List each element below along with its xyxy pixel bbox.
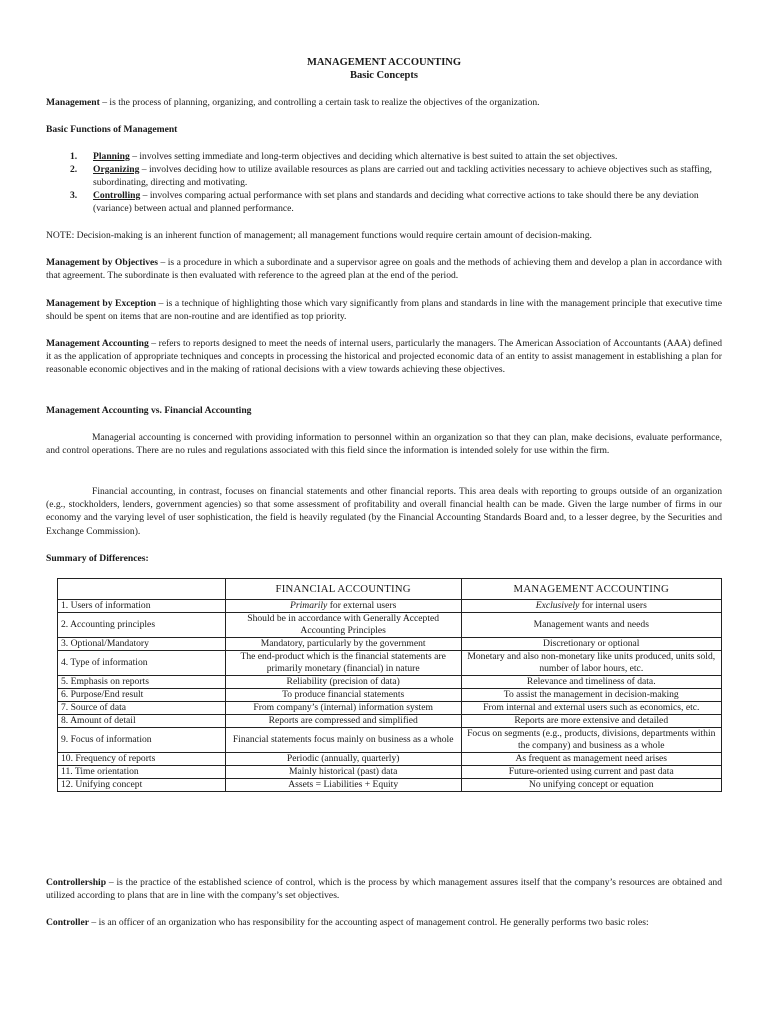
note-paragraph: NOTE: Decision-making is an inherent function of management; all management functions would require certain amount of decision-making.: [46, 230, 592, 241]
financial-cell: [225, 753, 461, 766]
management-cell: [461, 638, 721, 651]
cell-text: Focus on segments (e.g., products, divisions, departments within the company) and business as a whole: [467, 728, 716, 751]
controller-text: – is an officer of an organization who has responsibility for the accounting aspect of management control. He generally performs two basic roles:: [89, 917, 649, 928]
table-row: [58, 600, 722, 613]
row-label-cell: 4. Type of information: [58, 651, 226, 676]
cell-text: The end-product which is the financial statements are primarily monetary (financial) in nature: [240, 651, 446, 674]
controllership-text: – is the practice of the established science of control, which is the process by which management assures itself that the company’s resources are obtained and utilized according to plans that are in line with the company’s set objectives.: [46, 877, 722, 902]
cell-text: Reports are compressed and simplified: [268, 715, 418, 726]
financial-cell: [225, 651, 461, 676]
row-label-cell: 6. Purpose/End result: [58, 689, 226, 702]
financial-cell: [225, 779, 461, 792]
table-row: [58, 651, 722, 676]
cell-text: Periodic (annually, quarterly): [286, 753, 400, 764]
table-row: [58, 702, 722, 715]
management-cell: [461, 702, 721, 715]
list-number: 3.: [70, 190, 78, 201]
cell-text: Assets = Liabilities + Equity: [288, 779, 399, 790]
mbo-term: Management by Objectives: [46, 257, 159, 268]
cell-text: Financial statements focus mainly on business as a whole: [232, 734, 454, 745]
row-label-cell: 11. Time orientation: [58, 766, 226, 779]
row-label-cell: 5. Emphasis on reports: [58, 676, 226, 689]
table-row: [58, 779, 722, 792]
mbe-term: Management by Exception: [46, 298, 157, 309]
table-row: [58, 676, 722, 689]
controllership-term: Controllership: [46, 877, 107, 888]
basic-functions-heading: Basic Functions of Management: [46, 124, 178, 135]
mbo-text: – is a procedure in which a subordinate and a supervisor agree on goals and the methods of achieving them and develop a plan in accordance with that agreement. The subordinate is then evaluated with reference to the agreed plan at the end of the period.: [46, 257, 722, 282]
cell-text: As frequent as management need arises: [515, 753, 668, 764]
header-management: MANAGEMENT ACCOUNTING: [461, 579, 721, 600]
cell-text: Reports are more extensive and detailed: [514, 715, 669, 726]
cell-text: Mandatory, particularly by the government: [260, 638, 426, 649]
emphasis-text: Exclusively: [535, 600, 580, 611]
emphasis-text: Primarily: [290, 600, 328, 611]
cell-text: Should be in accordance with Generally Accepted Accounting Principles: [247, 613, 440, 636]
mbe-text: – is a technique of highlighting those which vary significantly from plans and standards in line with the management principle that executive time should be spent on items that are non-routine and are identified as top priority.: [46, 298, 722, 323]
ma-term: Management Accounting: [46, 338, 149, 349]
management-definition: [46, 96, 722, 109]
management-text: – is the process of planning, organizing, and controlling a certain task to realize the objectives of the organization.: [99, 97, 540, 108]
financial-cell: [225, 600, 461, 613]
table-row: [58, 728, 722, 753]
page-subtitle: Basic Concepts: [350, 70, 418, 81]
management-cell: [461, 753, 721, 766]
financial-cell: [225, 715, 461, 728]
row-label-cell: 1. Users of information: [58, 600, 226, 613]
managerial-paragraph: Managerial accounting is concerned with providing information to personnel within an organization so that they can plan, make decisions, evaluate performance, and control operations. There are no rules and regulations associated with this field since the information is intended solely for use within the firm.: [46, 432, 722, 457]
cell-text: Discretionary or optional: [543, 638, 640, 649]
row-label-cell: 7. Source of data: [58, 702, 226, 715]
cell-text: To assist the management in decision-making: [503, 689, 679, 700]
cell-text: Monetary and also non-monetary like units produced, units sold, number of labor hours, etc.: [467, 651, 716, 674]
financial-cell: [225, 728, 461, 753]
list-term: Controlling: [93, 190, 141, 201]
differences-table: [57, 578, 722, 792]
table-row: [58, 753, 722, 766]
controller-term: Controller: [46, 917, 89, 928]
table-row: [58, 638, 722, 651]
list-term: Organizing: [93, 164, 140, 175]
cell-text: Mainly historical (past) data: [288, 766, 398, 777]
management-cell: [461, 676, 721, 689]
management-cell: [461, 689, 721, 702]
table-row: [58, 613, 722, 638]
row-label-cell: 10. Frequency of reports: [58, 753, 226, 766]
cell-text: Future-oriented using current and past data: [508, 766, 674, 777]
table-header-row: [58, 579, 722, 600]
row-label-cell: 9. Focus of information: [58, 728, 226, 753]
financial-cell: [225, 702, 461, 715]
table-row: [58, 715, 722, 728]
financial-cell: [225, 638, 461, 651]
ma-text: – refers to reports designed to meet the needs of internal users, particularly the managers. The American Association of Accountants (AAA) defined it as the application of appropriate techniques and concepts in processing the historical and projected economic data of an entity to assist management in establishing a plan for reasonable economic objectives and in the making of rational decisions with a view towards achieving these objectives.: [46, 338, 723, 376]
list-term: Planning: [93, 151, 130, 162]
cell-text: From company’s (internal) information system: [253, 702, 433, 713]
cell-text: Management wants and needs: [533, 619, 649, 630]
controller-definition: [46, 916, 722, 929]
management-cell: [461, 613, 721, 638]
row-label-cell: 3. Optional/Mandatory: [58, 638, 226, 651]
header-blank-cell: [58, 579, 226, 600]
page-title: MANAGEMENT ACCOUNTING: [306, 57, 462, 68]
controllership-definition: [46, 876, 722, 902]
list-text: – involves comparing actual performance with set plans and standards and deciding what corrective actions to take should there be any deviation (variance) between actual and planned performance.: [93, 190, 699, 215]
financial-cell: [225, 613, 461, 638]
list-text: – involves deciding how to utilize available resources as plans are carried out and tackling activities necessary to achieve objectives such as staffing, subordinating, directing and motivating.: [93, 164, 712, 189]
management-cell: [461, 651, 721, 676]
management-term: Management: [46, 97, 100, 108]
cell-text: for internal users: [579, 600, 647, 611]
row-label-cell: 12. Unifying concept: [58, 779, 226, 792]
list-number: 2.: [70, 164, 78, 175]
summary-heading: Summary of Differences:: [46, 553, 149, 564]
financial-cell: [225, 676, 461, 689]
table-row: [58, 689, 722, 702]
ma-definition: [46, 337, 722, 377]
management-cell: [461, 779, 721, 792]
cell-text: Reliability (precision of data): [286, 676, 400, 687]
mbo-definition: [46, 256, 722, 282]
cell-text: for external users: [327, 600, 397, 611]
list-text: – involves setting immediate and long-term objectives and deciding which alternative is best suited to attain the set objectives.: [129, 151, 618, 162]
cell-text: Relevance and timeliness of data.: [526, 676, 656, 687]
vs-heading: Management Accounting vs. Financial Accounting: [46, 405, 252, 416]
cell-text: From internal and external users such as economics, etc.: [483, 702, 700, 713]
row-label-cell: 8. Amount of detail: [58, 715, 226, 728]
cell-text: No unifying concept or equation: [528, 779, 654, 790]
management-cell: [461, 715, 721, 728]
cell-text: To produce financial statements: [282, 689, 405, 700]
financial-cell: [225, 689, 461, 702]
financial-paragraph: Financial accounting, in contrast, focuses on financial statements and other financial reports. This area deals with reporting to groups outside of an organization (e.g., stockholders, lenders, government agencies) so that some assessment of profitability and overall financial health can be made. Given the large number of firms in our economy and the varying level of user sophistication, the field is heavily regulated (by the Financial Accounting Standards Board and, to a lesser degree, by the Securities and Exchange Commission).: [46, 486, 722, 537]
list-number: 1.: [70, 151, 78, 162]
financial-cell: [225, 766, 461, 779]
row-label-cell: 2. Accounting principles: [58, 613, 226, 638]
header-financial: FINANCIAL ACCOUNTING: [225, 579, 461, 600]
management-cell: [461, 600, 721, 613]
mbe-definition: [46, 297, 722, 323]
table-row: [58, 766, 722, 779]
management-cell: [461, 728, 721, 753]
management-cell: [461, 766, 721, 779]
